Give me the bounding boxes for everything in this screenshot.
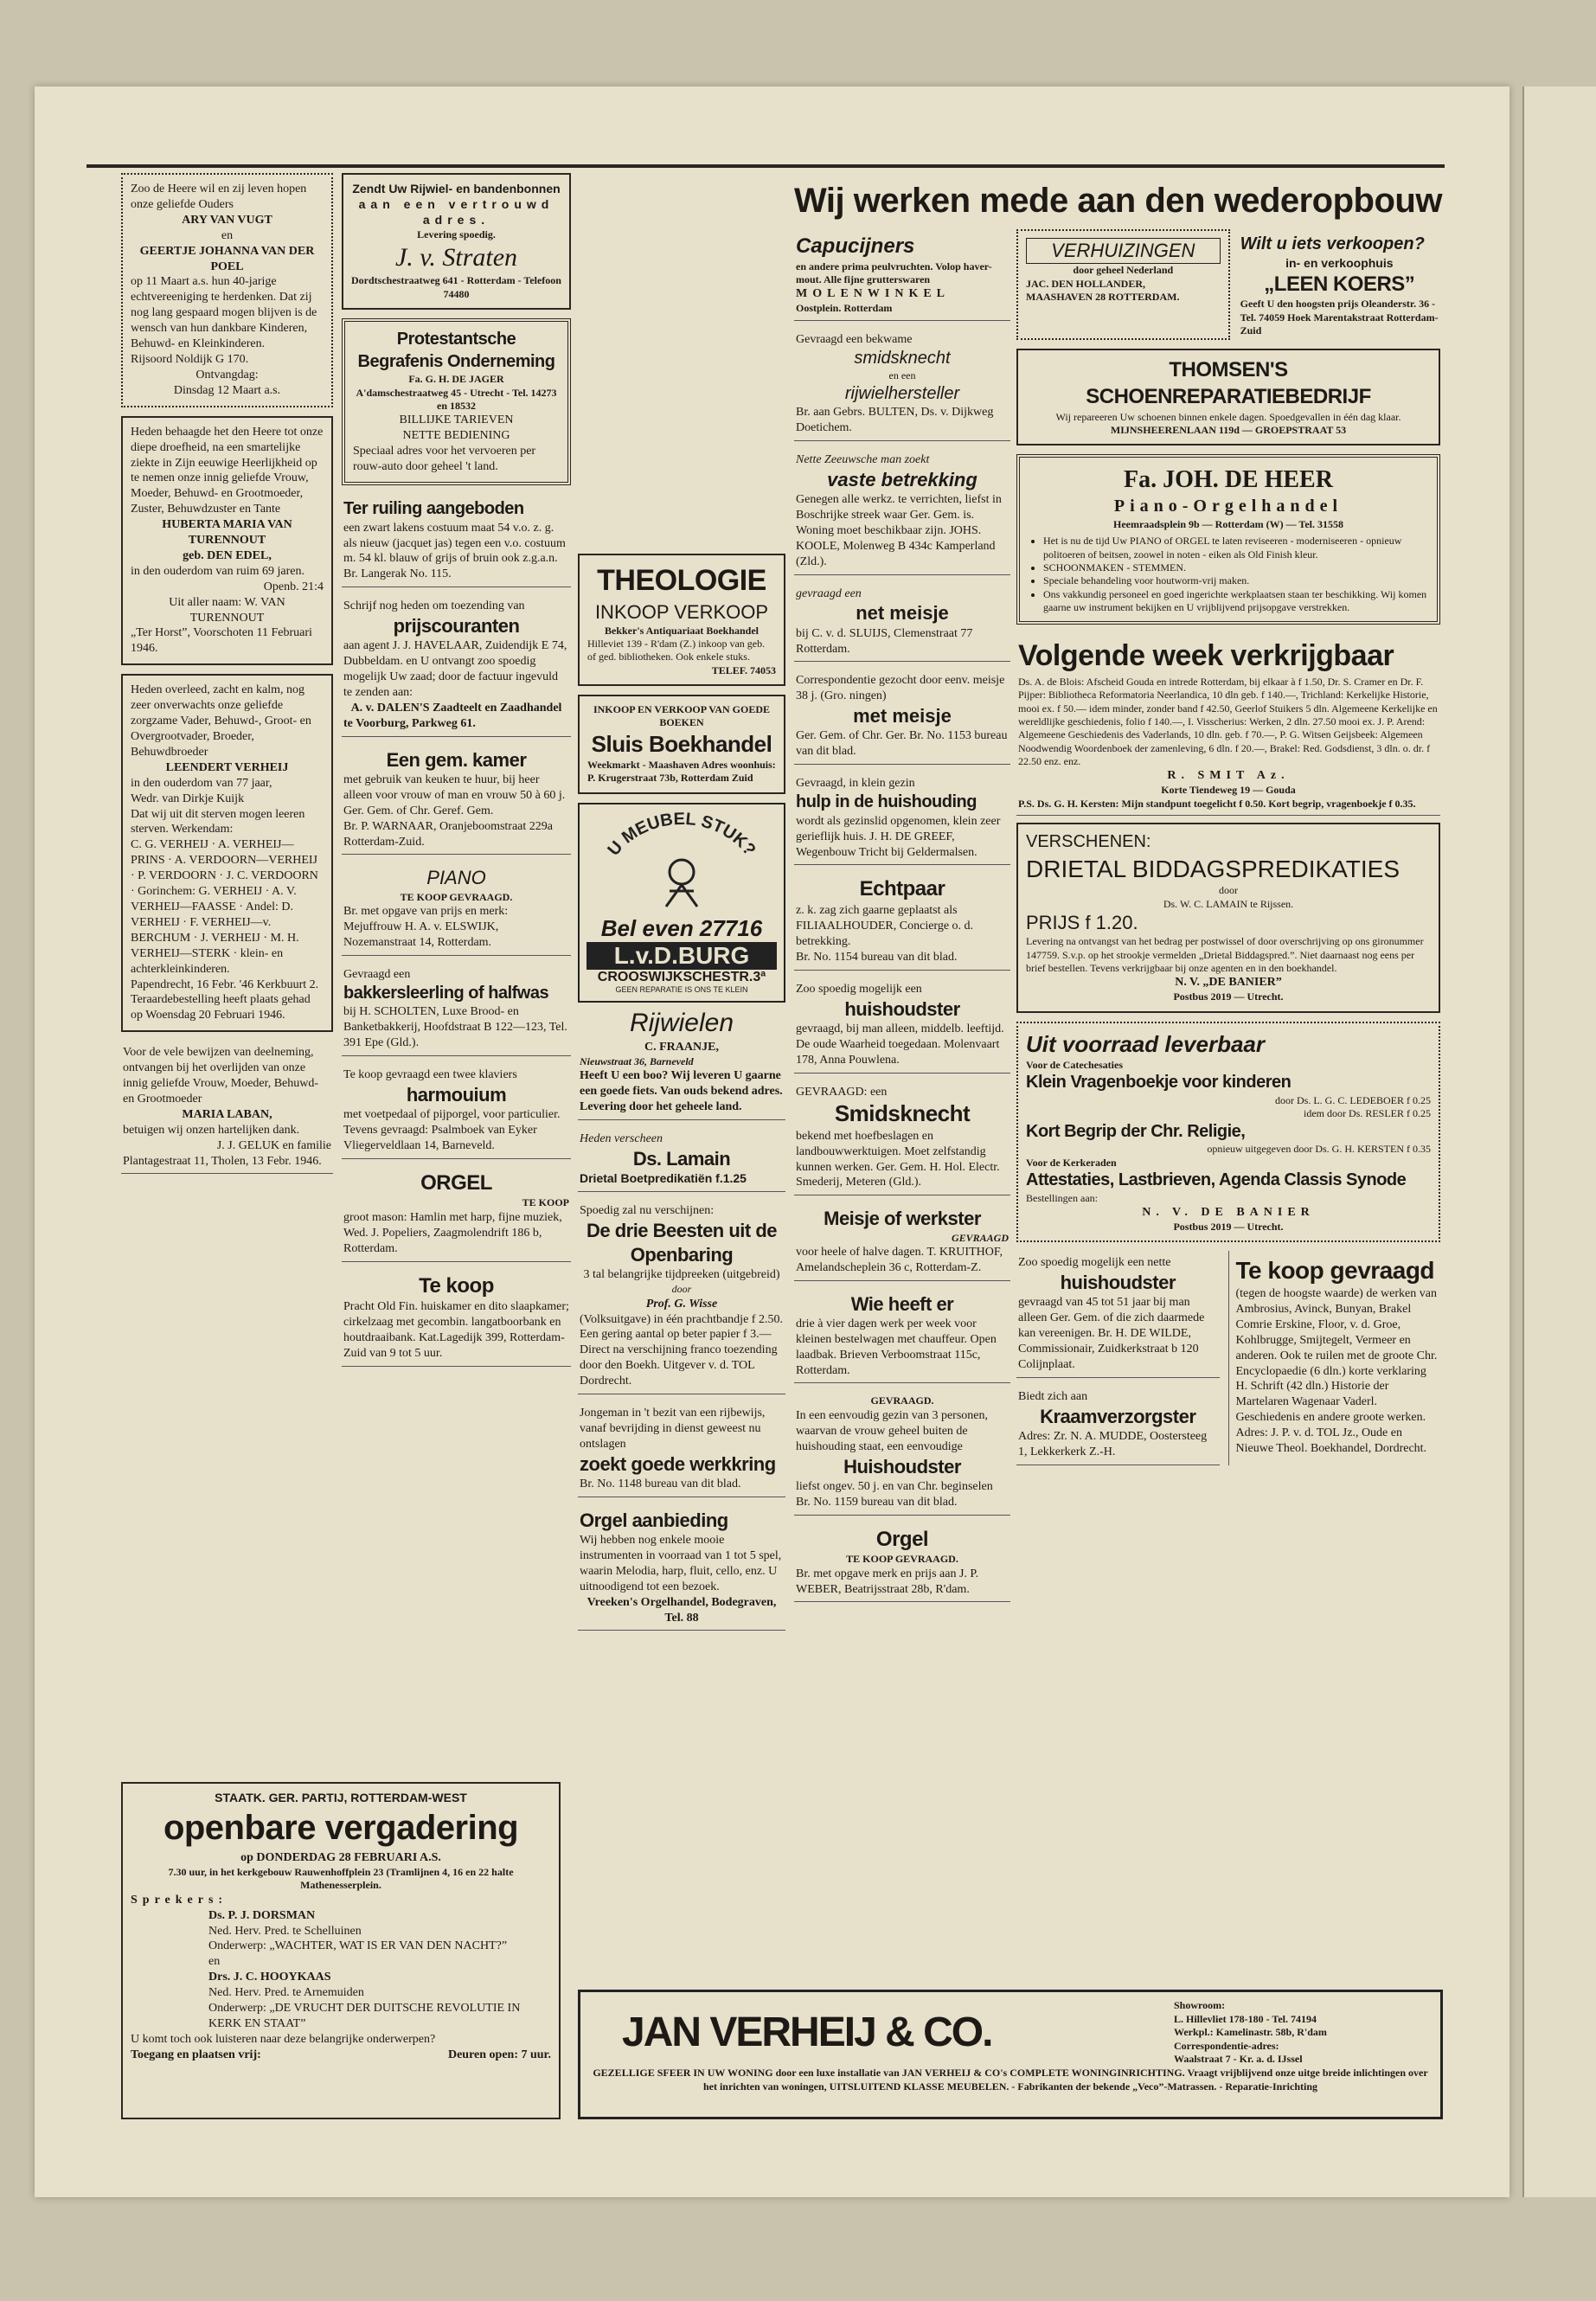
death-notice-turennout: Heden behaagde het den Heere tot onze diepe droefheid, na een smartelijke ziekte in Zijn eeuwige Heerlijkheid op te nemen onze innig geliefde Vrouw, Moeder, Behuwd- en Grootmoeder, Zuster, Behuwdzuster en Tante HUBERTA MARIA VAN TURENNOUT geb. DEN EDEL, in den ouderdom van ruim 69 jaren. Openb. 21:4 Uit aller naam: W. VAN TURENNOUT „Ter Horst”, Voorschoten 11 Februari 1946. <box>121 416 333 666</box>
verheij-logo: JAN VERHEIJ & CO. <box>622 2009 992 2055</box>
ad-kraamverzorgster: Biedt zich aan Kraamverzorgster Adres: Zr. N. A. MUDDE, Oostersteeg 1, Lekkerkerk Z.-H. <box>1016 1385 1220 1465</box>
ad-rijwiel-straten: Zendt Uw Rijwiel- en bandenbonnen aan een vertrouwd adres. Levering spoedig. J. v. Straten Dordtschestraatweg 641 - Rotterdam - Telefoon 74480 <box>342 173 571 310</box>
ad-bakkersleerling: Gevraagd een bakkersleerling of halfwas bij H. SCHOLTEN, Luxe Brood- en Banketbakkerij, Hoofdstraat B 122—123, Tel. 391 Epe (Gld.). <box>342 963 571 1056</box>
ad-capucijners: Capucijners en andere prima peulvruchten. Volop haver-mout. Alle fijne grutterswaren MOLENWINKEL Oostplein. Rotterdam <box>794 229 1010 321</box>
ad-huishoudster-3: Zoo spoedig mogelijk een nette huishoudster gevraagd van 45 tot 51 jaar bij man alleen Ger. Gem. of die zich daarmede kan vereenigen. Br. H. DE WILDE, Commissionair, Zuidkerkstraat b 120 Colijnplaat. <box>1016 1251 1220 1378</box>
ad-smidsknecht: Gevraagd een bekwame smidsknecht en een rijwielhersteller Br. aan Gebrs. BULTEN, Ds. v. Dijkweg Doetichem. <box>794 328 1010 441</box>
ad-harmonium: Te koop gevraagd een twee klaviers harmouium met voetpedaal of pijporgel, voor particulier. Tevens gevraagd: Psalmboek van Eyker Vliegerveldlaan 14, Barneveld. <box>342 1063 571 1159</box>
ad-rijwielen: Rijwielen C. FRAANJE, Nieuwstraat 36, Barneveld Heeft U een boo? Wij leveren U gaarne een goede fiets. Van ouds bekend adres. Levering door het geheele land. <box>578 1003 785 1120</box>
ad-echtpaar: Echtpaar z. k. zag zich gaarne geplaatst als FILIAALHOUDER, Concierge o. d. betrekking. Br. No. 1154 bureau van dit blad. <box>794 872 1010 970</box>
ad-verhuizingen: VERHUIZINGEN door geheel Nederland JAC. DEN HOLLANDER, MAASHAVEN 28 ROTTERDAM. <box>1016 229 1230 340</box>
heer-bullet-3: • Speciale behandeling voor houtworm-vrij maken. <box>1043 574 1429 587</box>
top-rule <box>87 164 1445 168</box>
heer-bullet-4: • Ons vakkundig personeel en goed ingerichte werkplaatsen staan ter beschikking. Wij komen gaarne uw instrument bekijken en U vrijblijvend prijsopgave verstrekken. <box>1043 588 1429 615</box>
ad-te-koop: Te koop Pracht Old Fin. huiskamer en dito slaapkamer; cirkelzaag met gecombin. langatboorbank en houtdraaibank. Kat.Lagedijk 399, Rotterdam-Zuid van 9 tot 5 uur. <box>342 1269 571 1367</box>
ad-openbare-vergadering: STAATK. GER. PARTIJ, ROTTERDAM-WEST openbare vergadering op DONDERDAG 28 FEBRUARI A.S. 7.30 uur, in het kerkgebouw Rauwenhoffplein 23 (Tramlijnen 4, 16 en 22 halte Mathenesserplein. Sprekers: Ds. P. J. DORSMAN Ned. Herv. Pred. te Schelluinen Onderwerp: „WACHTER, WAT IS ER VAN DEN NACHT?” en Drs. J. C. HOOYKAAS Ned. Herv. Pred. te Arnemuiden Onderwerp: „DE VRUCHT DER DUITSCHE REVOLUTIE IN KERK EN STAAT” U komt toch ook luisteren naar deze belangrijke onderwerpen? Toegang en plaatsen vrij: Deuren open: 7 uur. <box>121 1782 561 2119</box>
ad-thomsen: THOMSEN'S SCHOENREPARATIEBEDRIJF Wij repareeren Uw schoenen binnen enkele dagen. Spoedgevallen in één dag klaar. MIJNSHEERENLAAN 119d — GROEPSTRAAT 53 <box>1016 349 1440 445</box>
meubel-arc-text: U MEUBEL STUK? <box>604 811 760 860</box>
ad-theologie: THEOLOGIE INKOOP VERKOOP Bekker's Antiquariaat Boekhandel Hilleviet 139 - R'dam (Z.) inkoop van geb. of ged. bibliotheken. Ook enkele stuks. TELEF. 74053 <box>578 554 785 686</box>
ad-uit-voorraad: Uit voorraad leverbaar Voor de Catechesaties Klein Vragenboekje voor kinderen door Ds. L. G. C. LEDEBOER f 0.25 idem door Ds. RESLER f 0.25 Kort Begrip der Chr. Religie, opnieuw uitgegeven door Ds. G. H. KERSTEN f 0.35 Voor de Kerkeraden Attestaties, Lastbrieven, Agenda Classis Synode Bestellingen aan: N. V. DE BANIER Postbus 2019 — Utrecht. <box>1016 1022 1440 1242</box>
ad-vaste-betrekking: Nette Zeeuwsche man zoekt vaste betrekking Genegen alle werkz. te verrichten, liefst in Boschrijke streek waar Ger. Gem. is. Woning moet beschikbaar zijn. JOHS. KOOLE, Molenweg B 434c Kamperland (Zld.). <box>794 448 1010 575</box>
page-headline: Wij werken mede aan den wederopbouw <box>794 182 1442 220</box>
anniversary-notice: Zoo de Heere wil en zij leven hopen onze geliefde Ouders ARY VAN VUGT en GEERTJE JOHANNA VAN DER POEL op 11 Maart a.s. hun 40-jarige echtvereeniging te herdenken. Dat zij nog lang gespaard mogen blijven is de wensch van hun dankbare Kinderen, Behuwd- en Kleinkinderen. Rijsoord Noldijk G 170. Ontvangdag: Dinsdag 12 Maart a.s. <box>121 173 333 407</box>
ad-smidsknecht-2: GEVRAAGD: een Smidsknecht bekend met hoefbeslagen en landbouwwerktuigen. Moet zelfstandig kunnen werken. Ger. Gem. H. Hol. Electr. Smederij, Meteren (Gld.). <box>794 1080 1010 1196</box>
vergadering-toegang: Toegang en plaatsen vrij: <box>131 2048 261 2061</box>
column-4 <box>794 229 1010 1609</box>
ad-prijscouranten: Schrijf nog heden om toezending van prijscouranten aan agent J. J. HAVELAAR, Zuidendijk E 74, Dubbeldam. en U ontvangt zoo spoedig mogelijk Uw zaad; door de factuur ingevuld te zenden aan: A. v. DALEN'S Zaadteelt en Zaadhandel te Voorburg, Parkweg 61. <box>342 594 571 737</box>
ad-wie-heeft-er: Wie heeft er drie à vier dagen werk per week voor kleinen bestelwagen met chauffeur. Open laadbak. Brieven Verboomstraat 115c, Rotterdam. <box>794 1288 1010 1384</box>
ad-joh-de-heer: Fa. JOH. DE HEER Piano-Orgelhandel Heemraadsplein 9b — Rotterdam (W) — Tel. 31558 • Het is nu de tijd Uw PIANO of ORGEL te laten reviseeren - moderniseeren - opnieuw politoeren of beitsen, zoowel in noten - eiken als Old Finish kleur. • SCHOONMAKEN - STEMMEN. • Speciale behandeling voor houtworm-vrij maken. • Ons vakkundig personeel en goed ingerichte werkplaatsen staan ter beschikking. Wij komen gaarne uw instrument bekijken en U vrijblijvend prijsopgave verstrekken. <box>1016 454 1440 625</box>
ad-orgel: ORGEL TE KOOP groot mason: Hamlin met harp, fijne muziek, Wed. J. Popeliers, Zaagmolendrift 186 b, Rotterdam. <box>342 1166 571 1262</box>
ad-huishoudster-1: Zoo spoedig mogelijk een huishoudster gevraagd, bij man alleen, middelb. leeftijd. De oude Waarheid toegedaan. Molenvaart 178, Anna Pouwlena. <box>794 977 1010 1074</box>
ad-huishoudster-2: GEVRAAGD. In een eenvoudig gezin van 3 personen, waarvan de vrouw geheel buiten de huishouding staat, een eenvoudige Huishoudster liefst ongev. 50 j. en van Chr. beginselen Br. No. 1159 bureau van dit blad. <box>794 1390 1010 1515</box>
ad-kamer: Een gem. kamer met gebruik van keuken te huur, bij heer alleen voor vrouw of man en vrouw 50 à 60 j. Ger. Gem. of Chr. Geref. Gem. Br. P. WARNAAR, Oranjeboomstraat 229a Rotterdam-Zuid. <box>342 744 571 856</box>
column-5 <box>1016 229 1440 1472</box>
adjacent-page-edge <box>1522 87 1596 2197</box>
heer-bullet-2: • SCHOONMAKEN - STEMMEN. <box>1043 561 1429 574</box>
ad-werkster: Meisje of werkster GEVRAAGD voor heele of halve dagen. T. KRUITHOF, Amelandscheplein 36 c, Rotterdam-Z. <box>794 1202 1010 1280</box>
svg-text:U MEUBEL STUK? <box>604 811 759 860</box>
meubel-illustration <box>586 811 777 915</box>
thanks-notice-laban: Voor de vele bewijzen van deelneming, ontvangen bij het overlijden van onze innig geliefde Vrouw, Moeder, Behuwd- en Grootmoeder MARIA LABAN, betuigen wij onzen hartelijken dank. J. J. GELUK en familie Plantagestraat 11, Tholen, 13 Febr. 1946. <box>121 1041 333 1174</box>
ad-piano: PIANO TE KOOP GEVRAAGD. Br. met opgave van prijs en merk: Mejuffrouw H. A. v. ELSWIJK, Nozemanstraat 14, Rotterdam. <box>342 862 571 955</box>
figure-icon <box>666 860 697 907</box>
ad-leen-koers: Wilt u iets verkoopen? in- en verkoophuis „LEEN KOERS” Geeft U den hoogsten prijs Oleanderstr. 36 - Tel. 74059 Hoek Marentakstraat Rotterdam-Zuid <box>1240 234 1439 336</box>
heer-bullet-1: • Het is nu de tijd Uw PIANO of ORGEL te laten reviseeren - moderniseeren - opnieuw politoeren of beitsen, zoowel in noten - eiken als Old Finish kleur. <box>1043 535 1429 561</box>
ad-hulp-huishouding: Gevraagd, in klein gezin hulp in de huishouding wordt als gezinslid opgenomen, klein zeer gerieflijk huis. J. H. DE GREEF, Wegenbouw Tricht bij Geldermalsen. <box>794 772 1010 865</box>
ad-drie-beesten: Spoedig zal nu verschijnen: De drie Beesten uit de Openbaring 3 tal belangrijke tijdpreeken (uitgebreid) door Prof. G. Wisse (Volksuitgave) in één prachtbandje f 2.50. Een gering aantal op beter papier f 3.— Direct na verschijning franco toezending door den Boekh. Uitgever v. d. TOL Dordrecht. <box>578 1199 785 1394</box>
ad-sluis-boekhandel: INKOOP EN VERKOOP VAN GOEDE BOEKEN Sluis Boekhandel Weekmarkt - Maashaven Adres woonhuis: P. Krugerstraat 73b, Rotterdam Zuid <box>578 695 785 794</box>
death-notice-verheij: Heden overleed, zacht en kalm, nog zeer onverwachts onze geliefde zorgzame Vader, Behuwd-, Groot- en Overgrootvader, Broeder, Behuwdbroeder LEENDERT VERHEIJ in den ouderdom van 77 jaar, Wedr. van Dirkje Kuijk Dat wij uit dit sterven mogen leeren sterven. Werkendam: C. G. VERHEIJ · A. VERHEIJ—PRINS · A. VERDOORN—VERHEIJ · P. VERDOORN · J. C. VERDOORN · Gorinchem: G. VERHEIJ · A. V. VERHEIJ—FAASSE · Andel: D. VERHEIJ · F. VERHEIJ—v. BERCHUM · J. VERHEIJ · M. H. VERHEIJ—STERK · klein- en achterkleinkinderen. Papendrecht, 16 Febr. '46 Kerkbuurt 2. Teraardebestelling heeft plaats gehad op Woensdag 20 Februari 1946. <box>121 674 333 1032</box>
ad-met-meisje: Correspondentie gezocht door eenv. meisje 38 j. (Gro. ningen) met meisje Ger. Gem. of Chr. Ger. Br. No. 1153 bureau van dit blad. <box>794 669 1010 765</box>
ad-begrafenis: Protestantsche Begrafenis Onderneming Fa. G. H. DE JAGER A'damschestraatweg 45 - Utrecht - Tel. 14273 en 18532 BILLIJKE TARIEVEN NETTE BEDIENING Speciaal adres voor het vervoeren per rouw-auto door geheel 't land. <box>342 318 571 485</box>
column-3 <box>578 173 785 1638</box>
ad-orgel-aanbieding: Orgel aanbieding Wij hebben nog enkele mooie instrumenten in voorraad van 1 tot 5 spel, waarin Melodia, harp, fluit, cello, enz. U uitnoodigend tot een bezoek. Vreeken's Orgelhandel, Bodegraven, Tel. 88 <box>578 1504 785 1631</box>
ad-te-koop-gevraagd: Te koop gevraagd (tegen de hoogste waarde) de werken van Ambrosius, Avinck, Bunyan, Brakel Comrie Erskine, Floor, v. d. Groe, Kohlbrugge, Smijtegelt, Vermeer en anderen. Ook te ruilen met de groote Chr. Encyclopaedie (6 dln.) korte verklaring H. Schrift (42 dln.) Historie der Martelaren Wagenaar Vaderl. Geschiedenis en andere groote werken. Adres: J. P. v. d. TOL Jz., Oude en Nieuwe Theol. Boekhandel, Dordrecht. <box>1228 1251 1441 1465</box>
ad-volgende-week: Volgende week verkrijgbaar Ds. A. de Blois: Afscheid Gouda en intrede Rotterdam, bij elkaar à f 1.50, Dr. S. Cramer en Dr. F. Pijper: Bibliotheca Reformatoria Neerlandica, 10 dln geb. f 140.—, Trichland: Kerkelijke Historie, mooi ex. f 50.— idem minder, zonder band f 42.50, Geerlof Stuikers 5 dln. Algemeene Kerkelijke en wereldlijke geschiedenis, folio f 140.—, I. Visscherius: Werken, 2 dln. 27.50 mooi ex. J. P. Arend: Algemeene Geschiedenis des Vaderlands, 10 dln. geb. f 70.—, P. G. Witsen Geijsbeek: Algemeen Noodwendig Woordenboek der zamenleving, 6 dln. f 20.—, Brakel: Red. Godsdienst, 3 dln. o. dr. f 22.50 enz. enz. R. SMIT Az. Korte Tiendeweg 19 — Gouda P.S. Ds. G. H. Kersten: Mijn standpunt toegelicht f 0.50. Kort begrip, vragenboekje f 0.35. <box>1016 633 1440 816</box>
vergadering-deuren: Deuren open: 7 uur. <box>447 2048 551 2061</box>
ad-meubelstuk: U MEUBEL STUK? Bel even 27716 L.v.D.BURG CROOSWIJKSCHESTR.3ª GEEN REPARATIE IS ONS TE KLEIN <box>578 803 785 1003</box>
ad-drietal-biddagspredikaties: VERSCHENEN: DRIETAL BIDDAGSPREDIKATIES door Ds. W. C. LAMAIN te Rijssen. PRIJS f 1.20. Levering na ontvangst van het bedrag per postwissel of door overschrijving op ons gironummer 147759. S.v.p. op het strookje vermelden „Drietal Biddagspred.”. Niet daarnaast nog eens per brief bestellen. Tevens verkrijgbaar bij onze agenten en in den boekhandel. N. V. „DE BANIER” Postbus 2019 — Utrecht. <box>1016 823 1440 1013</box>
ad-lamain: Heden verscheen Ds. Lamain Drietal Boetpredikatiën f.1.25 <box>578 1127 785 1192</box>
ad-orgel-gevraagd: Orgel TE KOOP GEVRAAGD. Br. met opgave merk en prijs aan J. P. WEBER, Beatrijsstraat 28b, R'dam. <box>794 1522 1010 1603</box>
ad-net-meisje: gevraagd een net meisje bij C. v. d. SLUIJS, Clemenstraat 77 Rotterdam. <box>794 582 1010 663</box>
ad-jan-verheij: JAN VERHEIJ & CO. Showroom: L. Hillevliet 178-180 - Tel. 74194 Werkpl.: Kamelinastr. 58b, R'dam Correspondentie-adres: Waalstraat 7 - Kr. a. d. IJssel GEZELLIGE SFEER IN UW WONING door een luxe installatie van JAN VERHEIJ & CO's COMPLETE WONINGINRICHTING. Vraagt vrijblijvend onze uitge breide inlichtingen over het inrichten van woningen, UITSLUITEND KLASSE MEUBELEN. - Fabrikanten der bekende „Veco”-Matrassen. - Reparatie-Inrichting <box>578 1990 1443 2119</box>
ad-ruiling: Ter ruiling aangeboden een zwart lakens costuum maat 54 v.o. z. g. als nieuw (jacquet jas) tegen een v.o. costuum m. 54 kl. blauw of grijs of bruin ook z.g.a.n. Br. Langerak No. 115. <box>342 494 571 587</box>
ad-jongeman: Jongeman in 't bezit van een rijbewijs, vanaf bevrijding in dienst geweest nu ontslagen zoekt goede werkkring Br. No. 1148 bureau van dit blad. <box>578 1401 785 1497</box>
column-2 <box>342 173 571 1374</box>
column-1 <box>121 173 333 1181</box>
